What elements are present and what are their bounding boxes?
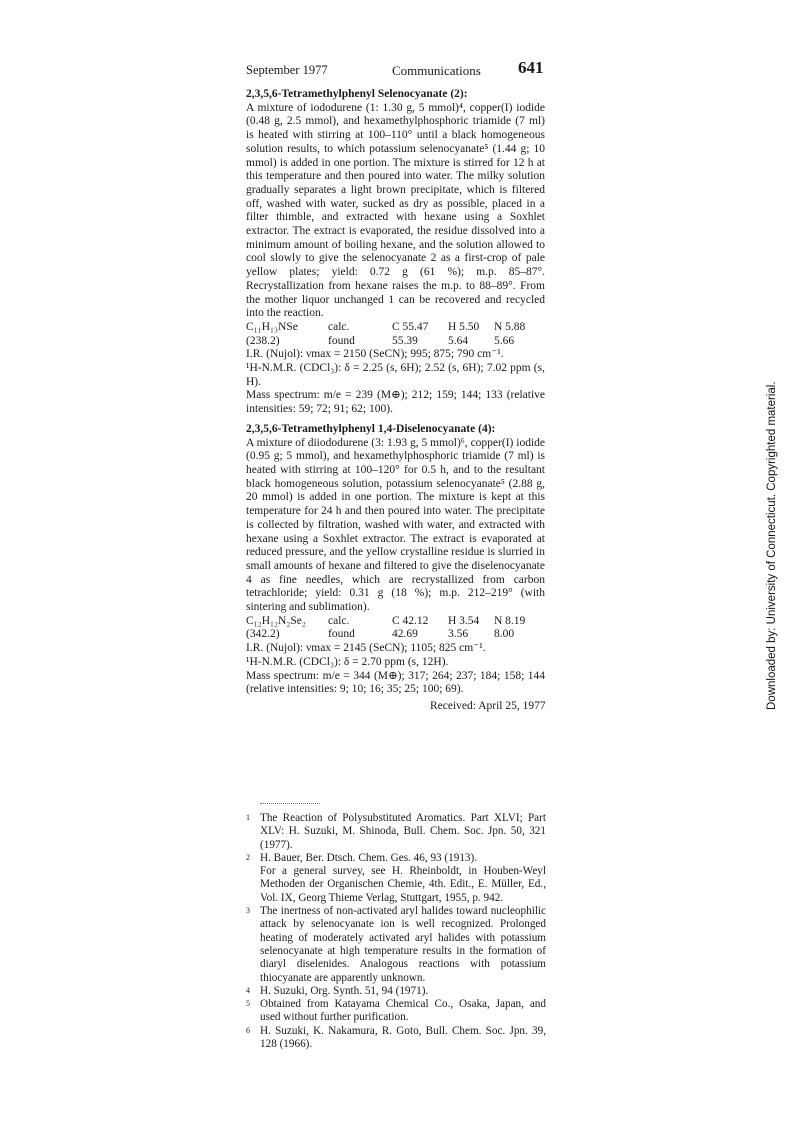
footnote-text: H. Suzuki, Org. Synth. 51, 94 (1971). bbox=[260, 984, 429, 997]
footnote-number: 4 bbox=[246, 985, 250, 995]
footnotes bbox=[246, 812, 546, 1051]
footnote-text: H. Bauer, Ber. Dtsch. Chem. Ges. 46, 93 (1913). bbox=[260, 851, 478, 864]
analysis-found-h: 3.56 bbox=[448, 628, 469, 641]
analysis-calc-n: N 8.19 bbox=[494, 614, 526, 627]
compound-2-ms: Mass spectrum: m/e = 239 (M⊕); 212; 159; 144; 133 (relative intensities: 59; 72; 91; 62; 100). bbox=[246, 389, 545, 416]
footnote-item bbox=[246, 998, 546, 1025]
compound-4-analysis bbox=[246, 615, 545, 642]
compound-2-procedure: A mixture of iododurene (1: 1.30 g, 5 mmol)⁴, copper(I) iodide (0.48 g, 2.5 mmol), and hexamethylphosphoric triamide (7 ml) is heated with stirring at 100–110° until a black homogeneous solution results, to which potassium selenocyanate⁵ (1.44 g; 10 mmol) is added in one portion. The mixture is stirred for 12 h at this temperature and then poured into water. The milky solution gradually separates a light brown precipitate, which is filtered off, washed with water, sucked as dry as possible, placed in a filter thimble, and extracted with hexane using a Soxhlet extractor. The extract is evaporated, the residue dissolved into a minimum amount of boiling hexane, and the solution allowed to cool slowly to give the selenocyanate 2 as a first-crop of pale yellow plates; yield: 0.72 g (61 %); m.p. 85–87°. Recrystallization from hexane raises the m.p. to 88–89°. From the mother liquor unchanged 1 can be recovered and recycled into the reaction. bbox=[246, 101, 545, 320]
analysis-calc-h: H 5.50 bbox=[448, 320, 480, 333]
footnote-text: H. Suzuki, K. Nakamura, R. Goto, Bull. Chem. Soc. Jpn. 39, 128 (1966). bbox=[260, 1024, 546, 1051]
footnote-text: The inertness of non-activated aryl halides toward nucleophilic attack by selenocyanate ion is well recognized. Prolonged heating of moderately activated aryl halides with potassium selenocyanate at high temperature results in the formation of diaryl diselenides. Analogous reactions with potassium thiocyanate are apparently unknown. bbox=[260, 905, 546, 984]
compound-4-ms: Mass spectrum: m/e = 344 (M⊕); 317; 264; 237; 184; 158; 144 (relative intensities: 9; 10; 16; 35; 25; 100; 69). bbox=[246, 669, 545, 696]
compound-2-ir: I.R. (Nujol): νmax = 2150 (SeCN); 995; 875; 790 cm⁻¹. bbox=[246, 348, 504, 361]
analysis-calc-n: N 5.88 bbox=[494, 320, 526, 333]
analysis-calc-c: C 42.12 bbox=[392, 614, 429, 627]
footnote-number: 3 bbox=[246, 906, 250, 916]
footnote-item bbox=[246, 865, 546, 905]
analysis-calc-c: C 55.47 bbox=[392, 320, 429, 333]
analysis-found-label: found bbox=[328, 628, 355, 641]
compound-2-analysis bbox=[246, 321, 545, 348]
footnote-item bbox=[246, 1025, 546, 1052]
header-journal: Communications bbox=[392, 63, 481, 78]
analysis-found-c: 55.39 bbox=[392, 334, 418, 347]
footnote-text: The Reaction of Polysubstituted Aromatics. Part XLVI; Part XLV: H. Suzuki, M. Shinoda, Bull. Chem. Soc. Jpn. 50, 321 (1977). bbox=[260, 812, 546, 851]
compound-4-ir: I.R. (Nujol): νmax = 2145 (SeCN); 1105; 825 cm⁻¹. bbox=[246, 642, 486, 655]
footnote-divider bbox=[260, 803, 320, 804]
compound-4-nmr: ¹H-N.M.R. (CDCl₃): δ = 2.70 ppm (s, 12H). bbox=[246, 655, 449, 668]
analysis-calc-label: calc. bbox=[328, 614, 350, 627]
compound-2-title: 2,3,5,6-Tetramethylphenyl Selenocyanate (2): bbox=[246, 88, 468, 100]
compound-2-section bbox=[246, 88, 545, 697]
footnote-text: For a general survey, see H. Rheinboldt, in Houben-Weyl Methoden der Organischen Chemie, 4th. Edit., E. Müller, Ed., Vol. IX, Georg Thieme Verlag, Stuttgart, 1955, p. 942. bbox=[260, 865, 546, 904]
analysis-formula: C₁₁H₁₃NSe bbox=[246, 320, 298, 333]
header-date: September 1977 bbox=[246, 63, 328, 77]
analysis-calc-h: H 3.54 bbox=[448, 614, 480, 627]
analysis-mw: (342.2) bbox=[246, 628, 280, 641]
analysis-mw: (238.2) bbox=[246, 334, 280, 347]
compound-4-title: 2,3,5,6-Tetramethylphenyl 1,4-Diselenocyanate (4): bbox=[246, 422, 496, 435]
footnote-number: 5 bbox=[246, 999, 250, 1009]
analysis-calc-label: calc. bbox=[328, 320, 350, 333]
footnote-text: Obtained from Katayama Chemical Co., Osaka, Japan, and used without further purification. bbox=[260, 998, 546, 1024]
received-date: Received: April 25, 1977 bbox=[430, 700, 546, 712]
analysis-formula: C₁₂H₁₂N₂Se₂ bbox=[246, 614, 306, 627]
footnote-item bbox=[246, 812, 546, 852]
analysis-found-n: 8.00 bbox=[494, 628, 515, 641]
analysis-found-label: found bbox=[328, 334, 355, 347]
page-number: 641 bbox=[518, 58, 544, 77]
footnote-item bbox=[246, 905, 546, 985]
footnote-number: 6 bbox=[246, 1025, 250, 1035]
compound-2-nmr: ¹H-N.M.R. (CDCl₃): δ = 2.25 (s, 6H); 2.52 (s, 6H); 7.02 ppm (s, H). bbox=[246, 362, 545, 388]
analysis-found-c: 42.69 bbox=[392, 628, 418, 641]
footnote-number: 2 bbox=[246, 852, 250, 862]
footnote-number bbox=[246, 865, 260, 905]
download-notice: Downloaded by: University of Connecticut. Copyrighted material. bbox=[766, 381, 778, 710]
analysis-found-n: 5.66 bbox=[494, 334, 515, 347]
footnote-number: 1 bbox=[246, 813, 250, 822]
footnote-item bbox=[246, 852, 546, 865]
analysis-found-h: 5.64 bbox=[448, 334, 469, 347]
footnote-item bbox=[246, 985, 546, 998]
compound-4-procedure: A mixture of diiododurene (3: 1.93 g, 5 mmol)⁶, copper(I) iodide (0.95 g; 5 mmol), and hexamethylphosphoric triamide (7 ml) is heated with stirring at 100–120° for 0.5 h, and to the resultant black homogeneous solution, potassium selenocyanate⁵ (2.88 g, 20 mmol) is added in one portion. The mixture is kept at this temperature for 24 h and then poured into water. The precipitate is collected by filtration, washed with water, and extracted with hexane using a Soxhlet extractor. The extract is evaporated at reduced pressure, and the yellow crystalline residue is slurried in small amounts of hexane and filtered to give the diselenocyanate 4 as fine needles, which are recrystallized from carbon tetrachloride; yield: 0.31 g (18 %); m.p. 212–219° (with sintering and sublimation). bbox=[246, 436, 545, 614]
